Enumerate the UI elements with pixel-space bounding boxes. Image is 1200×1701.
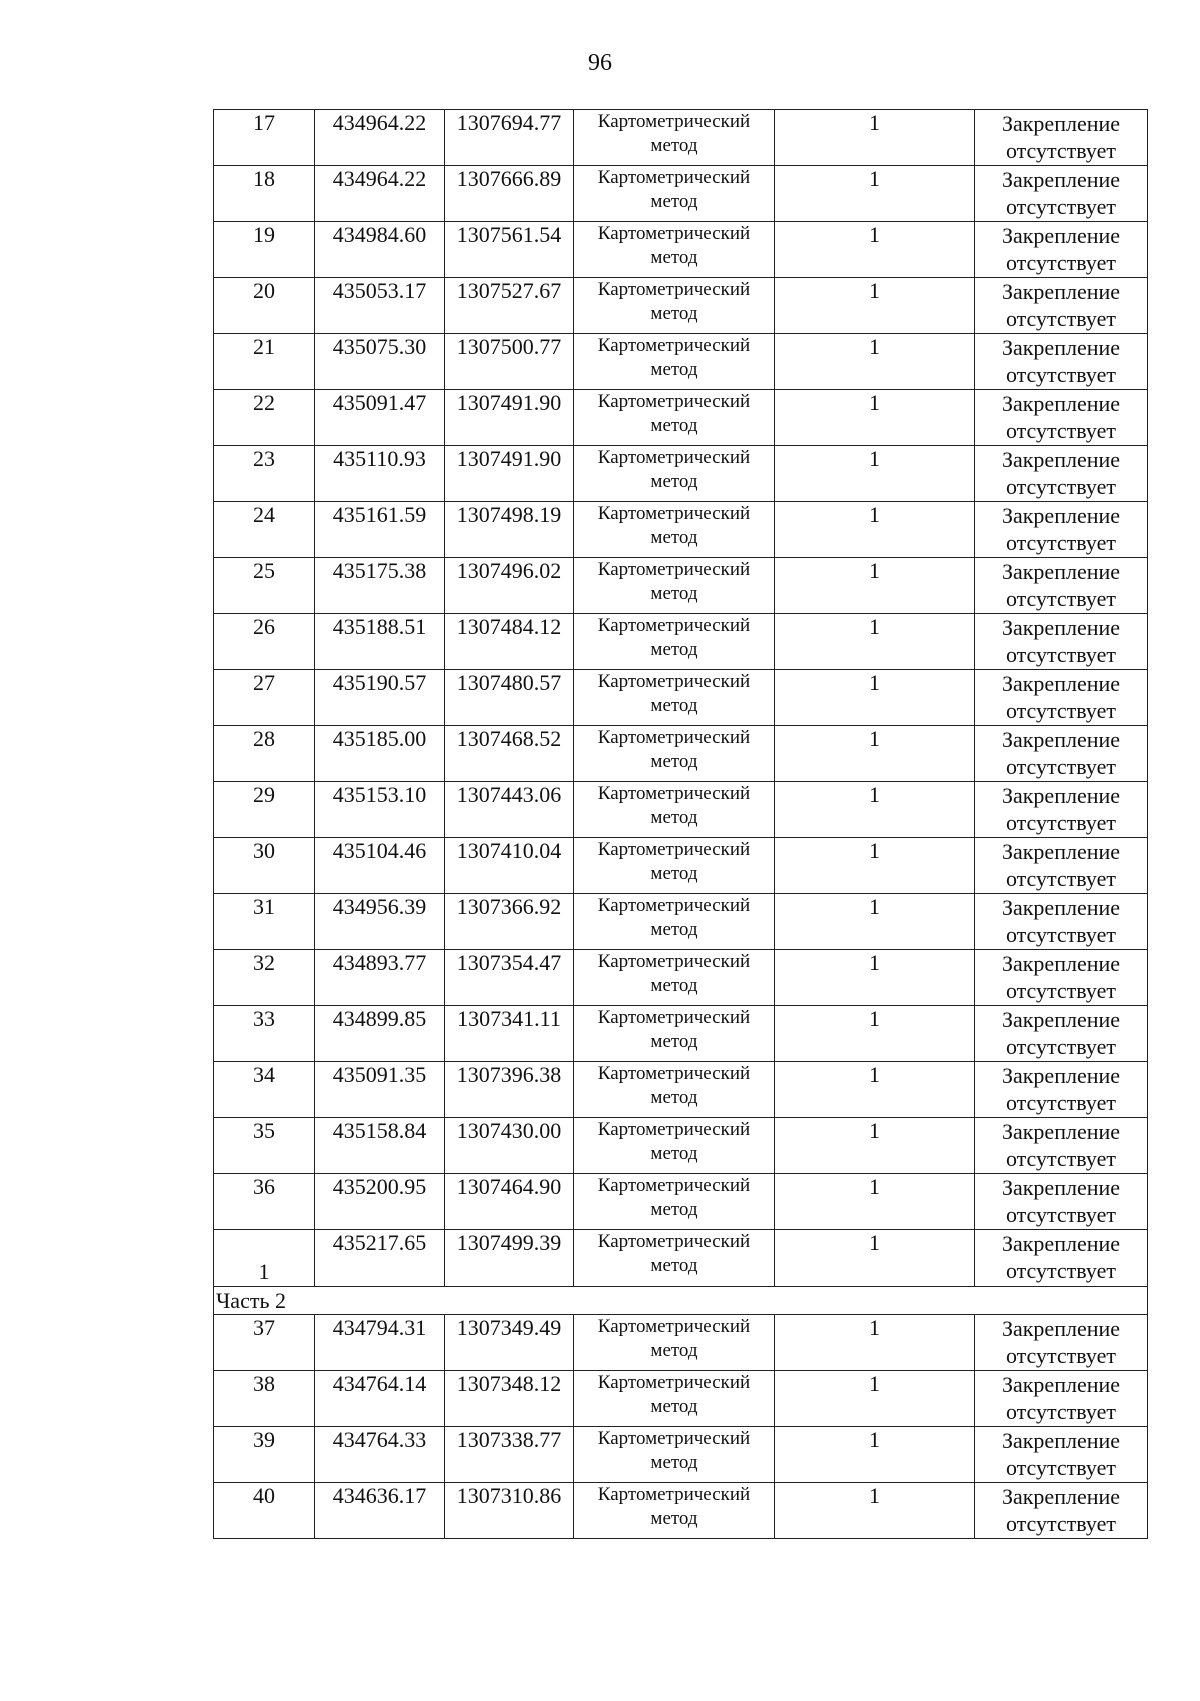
coord-y: 1307527.67	[445, 278, 574, 334]
method-line2: метод	[650, 471, 698, 492]
coord-y: 1307468.52	[445, 726, 574, 782]
section-header	[214, 1287, 1148, 1315]
fixation-line2: отсутствует	[1005, 978, 1117, 1003]
method-line1: Картометрический	[597, 1175, 751, 1196]
fixation-cell	[975, 726, 1148, 782]
fixation-cell	[975, 1062, 1148, 1118]
fixation-line2: отсутствует	[1005, 810, 1117, 835]
accuracy-value: 1	[775, 950, 975, 1006]
table-row	[214, 1483, 1148, 1539]
coord-y: 1307480.57	[445, 670, 574, 726]
coord-x: 435158.84	[315, 1118, 445, 1174]
table-row	[214, 1315, 1148, 1371]
coord-x: 434956.39	[315, 894, 445, 950]
table-row	[214, 446, 1148, 502]
fixation-cell	[975, 782, 1148, 838]
part1-rows	[214, 110, 1148, 1287]
method-cell	[574, 390, 775, 446]
method-cell	[574, 502, 775, 558]
accuracy-value: 1	[775, 1483, 975, 1539]
fixation-line1: Закрепление	[1001, 671, 1121, 696]
fixation-cell	[975, 222, 1148, 278]
coord-x: 434764.14	[315, 1371, 445, 1427]
point-number: 33	[214, 1006, 315, 1062]
point-number: 31	[214, 894, 315, 950]
coord-y: 1307310.86	[445, 1483, 574, 1539]
method-cell	[574, 726, 775, 782]
point-number: 18	[214, 166, 315, 222]
method-cell	[574, 334, 775, 390]
method-line2: метод	[650, 359, 698, 380]
method-line1: Картометрический	[597, 503, 751, 524]
fixation-cell	[975, 1371, 1148, 1427]
method-cell	[574, 670, 775, 726]
fixation-line1: Закрепление	[1001, 1484, 1121, 1509]
fixation-line1: Закрепление	[1001, 1175, 1121, 1200]
point-number: 23	[214, 446, 315, 502]
method-line1: Картометрический	[597, 1428, 751, 1449]
fixation-cell	[975, 278, 1148, 334]
method-cell	[574, 1174, 775, 1230]
fixation-line2: отсутствует	[1005, 1258, 1117, 1283]
coord-y: 1307496.02	[445, 558, 574, 614]
coord-x: 435161.59	[315, 502, 445, 558]
method-line2: метод	[650, 247, 698, 268]
method-line2: метод	[650, 583, 698, 604]
coord-x: 435175.38	[315, 558, 445, 614]
accuracy-value: 1	[775, 726, 975, 782]
accuracy-value: 1	[775, 1427, 975, 1483]
fixation-line2: отсутствует	[1005, 418, 1117, 443]
accuracy-value: 1	[775, 1230, 975, 1287]
method-line2: метод	[650, 863, 698, 884]
method-line2: метод	[650, 415, 698, 436]
accuracy-value: 1	[775, 1315, 975, 1371]
table-row	[214, 1174, 1148, 1230]
fixation-line2: отсутствует	[1005, 306, 1117, 331]
accuracy-value: 1	[775, 446, 975, 502]
method-line2: метод	[650, 1199, 698, 1220]
method-line1: Картометрический	[597, 335, 751, 356]
accuracy-value: 1	[775, 894, 975, 950]
point-number: 34	[214, 1062, 315, 1118]
accuracy-value: 1	[775, 558, 975, 614]
method-cell	[574, 1427, 775, 1483]
fixation-line1: Закрепление	[1001, 1119, 1121, 1144]
coord-y: 1307694.77	[445, 110, 574, 166]
point-number: 35	[214, 1118, 315, 1174]
fixation-cell	[975, 838, 1148, 894]
coord-y: 1307338.77	[445, 1427, 574, 1483]
table-row	[214, 1230, 1148, 1287]
accuracy-value: 1	[775, 1118, 975, 1174]
accuracy-value: 1	[775, 838, 975, 894]
method-line2: метод	[650, 1255, 698, 1276]
coord-x: 435075.30	[315, 334, 445, 390]
accuracy-value: 1	[775, 1371, 975, 1427]
coordinates-table	[213, 109, 1148, 1539]
coord-x: 434964.22	[315, 110, 445, 166]
fixation-cell	[975, 1427, 1148, 1483]
method-line2: метод	[650, 191, 698, 212]
fixation-line2: отсутствует	[1005, 530, 1117, 555]
coord-x: 434764.33	[315, 1427, 445, 1483]
coord-y: 1307666.89	[445, 166, 574, 222]
method-line2: метод	[650, 135, 698, 156]
coord-x: 434636.17	[315, 1483, 445, 1539]
accuracy-value: 1	[775, 334, 975, 390]
accuracy-value: 1	[775, 1174, 975, 1230]
coord-y: 1307396.38	[445, 1062, 574, 1118]
method-line1: Картометрический	[597, 671, 751, 692]
coord-y: 1307410.04	[445, 838, 574, 894]
method-line1: Картометрический	[597, 1484, 751, 1505]
method-line1: Картометрический	[597, 783, 751, 804]
coord-x: 435110.93	[315, 446, 445, 502]
fixation-line1: Закрепление	[1001, 951, 1121, 976]
fixation-cell	[975, 894, 1148, 950]
table-row	[214, 1427, 1148, 1483]
method-line2: метод	[650, 1143, 698, 1164]
method-cell	[574, 1315, 775, 1371]
fixation-line1: Закрепление	[1001, 839, 1121, 864]
coord-x: 434984.60	[315, 222, 445, 278]
fixation-line1: Закрепление	[1001, 895, 1121, 920]
fixation-line1: Закрепление	[1001, 279, 1121, 304]
method-line1: Картометрический	[597, 111, 751, 132]
point-number: 20	[214, 278, 315, 334]
point-number: 38	[214, 1371, 315, 1427]
fixation-cell	[975, 1006, 1148, 1062]
fixation-line2: отсутствует	[1005, 250, 1117, 275]
point-number: 36	[214, 1174, 315, 1230]
accuracy-value: 1	[775, 110, 975, 166]
method-cell	[574, 1118, 775, 1174]
fixation-line1: Закрепление	[1001, 1428, 1121, 1453]
fixation-line2: отсутствует	[1005, 1202, 1117, 1227]
table-row	[214, 1118, 1148, 1174]
fixation-line2: отсутствует	[1005, 1090, 1117, 1115]
fixation-line1: Закрепление	[1001, 223, 1121, 248]
fixation-cell	[975, 1230, 1148, 1287]
fixation-line2: отсутствует	[1005, 194, 1117, 219]
method-cell	[574, 222, 775, 278]
table-row	[214, 670, 1148, 726]
table-row	[214, 502, 1148, 558]
method-line1: Картометрический	[597, 1231, 751, 1252]
coord-x: 435153.10	[315, 782, 445, 838]
coord-y: 1307491.90	[445, 446, 574, 502]
method-cell	[574, 614, 775, 670]
fixation-cell	[975, 166, 1148, 222]
fixation-line1: Закрепление	[1001, 391, 1121, 416]
table-row	[214, 614, 1148, 670]
method-cell	[574, 110, 775, 166]
table-row	[214, 166, 1148, 222]
method-cell	[574, 950, 775, 1006]
coord-x: 434794.31	[315, 1315, 445, 1371]
table-row	[214, 950, 1148, 1006]
point-number: 24	[214, 502, 315, 558]
fixation-line1: Закрепление	[1001, 503, 1121, 528]
method-line2: метод	[650, 1087, 698, 1108]
fixation-line2: отсутствует	[1005, 1146, 1117, 1171]
coord-y: 1307499.39	[445, 1230, 574, 1287]
method-cell	[574, 894, 775, 950]
fixation-line1: Закрепление	[1001, 1007, 1121, 1032]
point-number: 25	[214, 558, 315, 614]
method-line1: Картометрический	[597, 1372, 751, 1393]
fixation-cell	[975, 1315, 1148, 1371]
point-number: 37	[214, 1315, 315, 1371]
coord-y: 1307349.49	[445, 1315, 574, 1371]
table-row	[214, 1062, 1148, 1118]
fixation-cell	[975, 614, 1148, 670]
method-line1: Картометрический	[597, 223, 751, 244]
method-line1: Картометрический	[597, 1063, 751, 1084]
point-number: 29	[214, 782, 315, 838]
fixation-line2: отсутствует	[1005, 1034, 1117, 1059]
coord-x: 434964.22	[315, 166, 445, 222]
method-line2: метод	[650, 1396, 698, 1417]
method-cell	[574, 1006, 775, 1062]
coord-x: 434899.85	[315, 1006, 445, 1062]
part2-rows	[214, 1315, 1148, 1539]
table-row	[214, 782, 1148, 838]
accuracy-value: 1	[775, 782, 975, 838]
point-number: 40	[214, 1483, 315, 1539]
method-cell	[574, 1371, 775, 1427]
coord-x: 435217.65	[315, 1230, 445, 1287]
method-line1: Картометрический	[597, 951, 751, 972]
fixation-line1: Закрепление	[1001, 615, 1121, 640]
fixation-line1: Закрепление	[1001, 1372, 1121, 1397]
method-cell	[574, 166, 775, 222]
accuracy-value: 1	[775, 278, 975, 334]
coord-x: 435053.17	[315, 278, 445, 334]
method-line2: метод	[650, 1452, 698, 1473]
method-cell	[574, 278, 775, 334]
point-number: 26	[214, 614, 315, 670]
method-line2: метод	[650, 807, 698, 828]
table-row	[214, 1371, 1148, 1427]
fixation-cell	[975, 502, 1148, 558]
fixation-line2: отсутствует	[1005, 754, 1117, 779]
method-line2: метод	[650, 975, 698, 996]
point-number: 21	[214, 334, 315, 390]
section-label: Часть 2	[214, 1287, 1148, 1315]
coord-x: 435190.57	[315, 670, 445, 726]
point-number: 27	[214, 670, 315, 726]
fixation-line1: Закрепление	[1001, 111, 1121, 136]
method-line2: метод	[650, 919, 698, 940]
fixation-cell	[975, 950, 1148, 1006]
fixation-line2: отсутствует	[1005, 474, 1117, 499]
coord-x: 435185.00	[315, 726, 445, 782]
method-line1: Картометрический	[597, 839, 751, 860]
fixation-line1: Закрепление	[1001, 1231, 1121, 1256]
coord-y: 1307561.54	[445, 222, 574, 278]
point-number: 30	[214, 838, 315, 894]
accuracy-value: 1	[775, 502, 975, 558]
method-line1: Картометрический	[597, 559, 751, 580]
accuracy-value: 1	[775, 670, 975, 726]
method-line1: Картометрический	[597, 1119, 751, 1140]
method-line2: метод	[650, 639, 698, 660]
coord-y: 1307500.77	[445, 334, 574, 390]
method-line2: метод	[650, 751, 698, 772]
method-line2: метод	[650, 1340, 698, 1361]
fixation-line2: отсутствует	[1005, 698, 1117, 723]
method-line1: Картометрический	[597, 615, 751, 636]
fixation-line2: отсутствует	[1005, 1343, 1117, 1368]
method-line2: метод	[650, 1031, 698, 1052]
fixation-line2: отсутствует	[1005, 1455, 1117, 1480]
coord-y: 1307341.11	[445, 1006, 574, 1062]
fixation-line2: отсутствует	[1005, 922, 1117, 947]
coord-y: 1307443.06	[445, 782, 574, 838]
table-row	[214, 838, 1148, 894]
table-row	[214, 278, 1148, 334]
point-number: 1	[214, 1230, 315, 1287]
fixation-line2: отсутствует	[1005, 866, 1117, 891]
method-line1: Картометрический	[597, 391, 751, 412]
table-row	[214, 390, 1148, 446]
method-line1: Картометрический	[597, 279, 751, 300]
fixation-line2: отсутствует	[1005, 138, 1117, 163]
method-line2: метод	[650, 695, 698, 716]
table-row	[214, 222, 1148, 278]
method-cell	[574, 1062, 775, 1118]
table-row	[214, 894, 1148, 950]
fixation-line2: отсутствует	[1005, 362, 1117, 387]
fixation-line1: Закрепление	[1001, 335, 1121, 360]
table-row	[214, 334, 1148, 390]
fixation-line1: Закрепление	[1001, 1063, 1121, 1088]
accuracy-value: 1	[775, 1006, 975, 1062]
coord-y: 1307354.47	[445, 950, 574, 1006]
point-number: 17	[214, 110, 315, 166]
table-row	[214, 110, 1148, 166]
fixation-line2: отсутствует	[1005, 586, 1117, 611]
method-line2: метод	[650, 1508, 698, 1529]
coord-x: 434893.77	[315, 950, 445, 1006]
coord-y: 1307484.12	[445, 614, 574, 670]
page-number: 96	[588, 50, 612, 76]
coord-x: 435091.35	[315, 1062, 445, 1118]
method-cell	[574, 782, 775, 838]
fixation-line1: Закрепление	[1001, 559, 1121, 584]
fixation-line2: отсутствует	[1005, 1399, 1117, 1424]
fixation-cell	[975, 446, 1148, 502]
coord-y: 1307464.90	[445, 1174, 574, 1230]
table-row	[214, 558, 1148, 614]
accuracy-value: 1	[775, 222, 975, 278]
fixation-line2: отсутствует	[1005, 642, 1117, 667]
method-cell	[574, 838, 775, 894]
method-line1: Картометрический	[597, 727, 751, 748]
point-number: 39	[214, 1427, 315, 1483]
point-number: 19	[214, 222, 315, 278]
accuracy-value: 1	[775, 614, 975, 670]
method-cell	[574, 1230, 775, 1287]
coord-y: 1307498.19	[445, 502, 574, 558]
fixation-cell	[975, 1118, 1148, 1174]
coord-x: 435091.47	[315, 390, 445, 446]
table-row	[214, 1006, 1148, 1062]
method-line1: Картометрический	[597, 167, 751, 188]
fixation-line1: Закрепление	[1001, 783, 1121, 808]
fixation-cell	[975, 390, 1148, 446]
fixation-cell	[975, 1174, 1148, 1230]
coord-y: 1307491.90	[445, 390, 574, 446]
fixation-line1: Закрепление	[1001, 447, 1121, 472]
point-number: 28	[214, 726, 315, 782]
fixation-line1: Закрепление	[1001, 167, 1121, 192]
fixation-line1: Закрепление	[1001, 1316, 1121, 1341]
coord-x: 435104.46	[315, 838, 445, 894]
fixation-cell	[975, 1483, 1148, 1539]
fixation-cell	[975, 558, 1148, 614]
coord-x: 435188.51	[315, 614, 445, 670]
method-cell	[574, 446, 775, 502]
method-line1: Картометрический	[597, 1316, 751, 1337]
method-line1: Картометрический	[597, 895, 751, 916]
accuracy-value: 1	[775, 166, 975, 222]
coord-y: 1307348.12	[445, 1371, 574, 1427]
accuracy-value: 1	[775, 390, 975, 446]
point-number: 22	[214, 390, 315, 446]
method-line1: Картометрический	[597, 1007, 751, 1028]
method-cell	[574, 558, 775, 614]
method-cell	[574, 1483, 775, 1539]
fixation-cell	[975, 670, 1148, 726]
coord-y: 1307430.00	[445, 1118, 574, 1174]
accuracy-value: 1	[775, 1062, 975, 1118]
coord-y: 1307366.92	[445, 894, 574, 950]
section-row	[214, 1287, 1148, 1315]
fixation-cell	[975, 110, 1148, 166]
method-line1: Картометрический	[597, 447, 751, 468]
table-row	[214, 726, 1148, 782]
fixation-cell	[975, 334, 1148, 390]
fixation-line1: Закрепление	[1001, 727, 1121, 752]
method-line2: метод	[650, 303, 698, 324]
coord-x: 435200.95	[315, 1174, 445, 1230]
point-number: 32	[214, 950, 315, 1006]
fixation-line2: отсутствует	[1005, 1511, 1117, 1536]
method-line2: метод	[650, 527, 698, 548]
